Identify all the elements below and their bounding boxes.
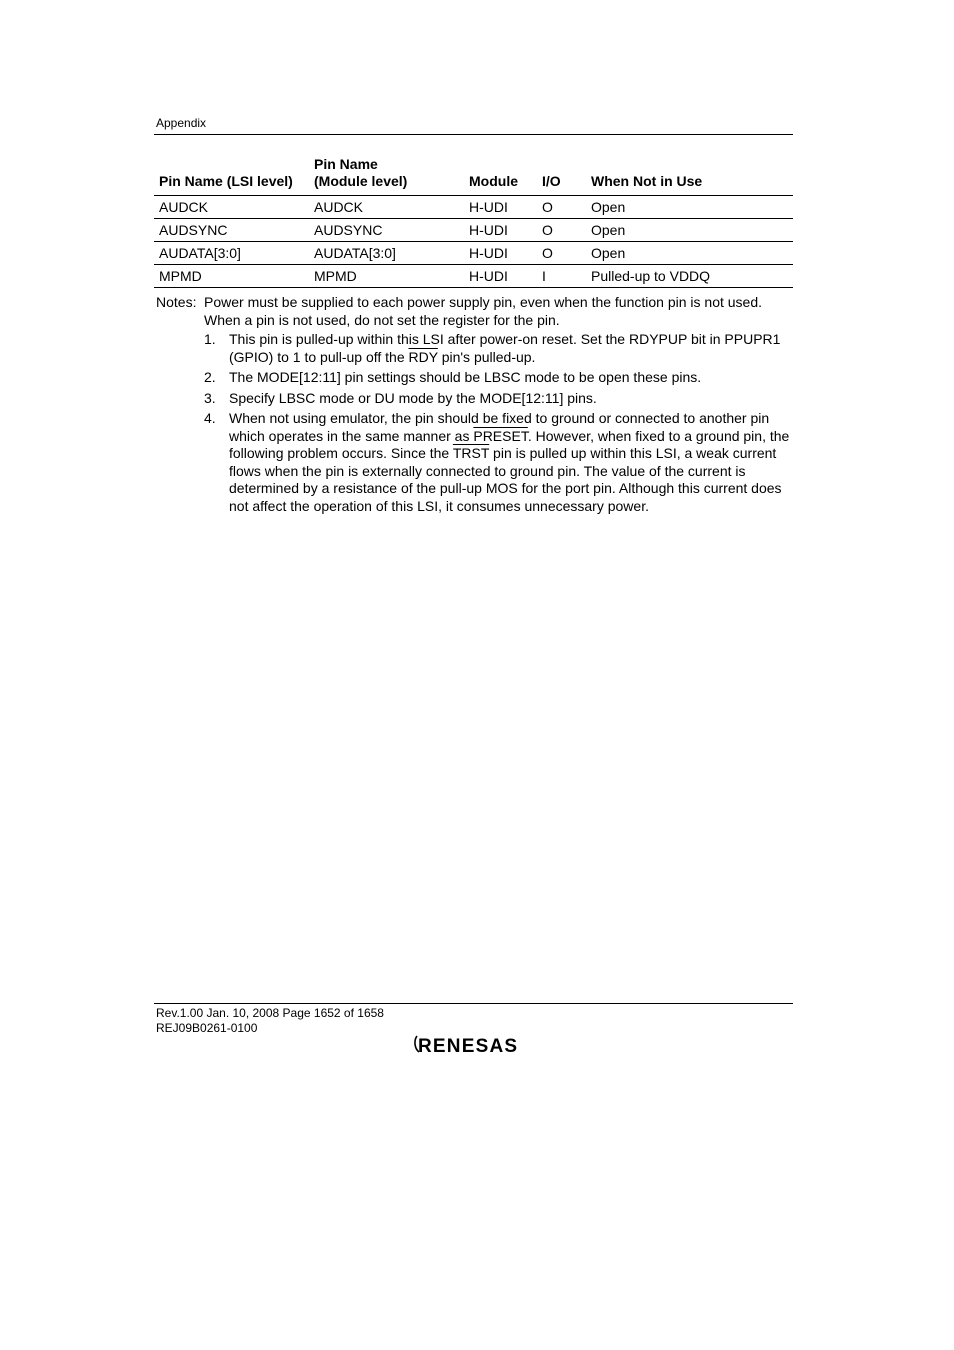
notes-intro-text [204,294,796,329]
signal-name-preset: PRESET [473,427,528,444]
cell-module: H-UDI [464,265,537,288]
signal-name-rdy: $\overline{RDY}$ [408,348,438,365]
note-text-part: . However, when fixed to a ground pin, the following problem occurs. Since the [229,427,790,461]
section-label: Appendix [156,116,207,130]
note-item [204,390,796,408]
cell-module: H-UDI [464,242,537,265]
note-text-part: When not using emulator, the pin should be fixed to ground or connected to another pin which operates in the same manner as [229,410,770,444]
note-list [204,331,796,515]
col-pin-name-module [309,156,464,196]
note-number: 4. [204,410,216,426]
note-item [204,369,796,387]
note-item [204,331,796,366]
notes-section [156,294,796,518]
col-io: I/O [537,156,586,196]
cell-io: O [537,242,586,265]
note-text [229,331,796,366]
cell-not-in-use: Open [586,196,793,219]
header-rule [154,134,793,135]
note-text: Specify LBSC mode or DU mode by the MODE[12:11] pins. [229,389,597,406]
cell-not-in-use: Pulled-up to VDDQ [586,265,793,288]
cell-pin-lsi: AUDCK [154,196,309,219]
notes-intro-line-2: When a pin is not used, do not set the register for the pin. [204,311,560,328]
table-row [154,196,793,219]
cell-pin-module: AUDCK [309,196,464,219]
notes-intro [156,294,796,329]
cell-pin-module: MPMD [309,265,464,288]
col-when-not-in-use: When Not in Use [586,156,793,196]
note-number: 2. [204,369,216,385]
renesas-logo [413,1033,535,1055]
col-pin-name-module-line1: Pin Name [314,156,378,172]
col-module: Module [464,156,537,196]
notes-intro-line-1: Power must be supplied to each power supply pin, even when the function pin is not used. [204,294,763,310]
note-text-part: pin is pulled up within this LSI, a weak current flows when the pin is externally connected to ground pin. The value of the current is determined by a resistance of the pull-up MOS for the port pin. Although this current does not affect the operation of this LSI, it consumes unnecessary power. [229,445,782,514]
col-pin-name-module-line2: (Module level) [314,173,408,189]
footer-document-number: REJ09B0261-0100 [156,1021,258,1035]
cell-module: H-UDI [464,219,537,242]
cell-pin-module: AUDATA[3:0] [309,242,464,265]
cell-io: O [537,196,586,219]
cell-io: I [537,265,586,288]
cell-not-in-use: Open [586,219,793,242]
col-pin-name-lsi: Pin Name (LSI level) [154,156,309,196]
cell-pin-lsi: AUDSYNC [154,219,309,242]
signal-name-trst: TRST [452,445,490,461]
note-text-part: pin's pulled-up. [437,348,536,365]
note-number: 3. [204,389,216,406]
note-text: The MODE[12:11] pin settings should be LBSC mode to be open these pins. [229,369,702,385]
cell-io: O [537,219,586,242]
cell-pin-lsi: AUDATA[3:0] [154,242,309,265]
table-row [154,265,793,288]
table-row [154,242,793,265]
note-number: 1. [204,331,216,347]
logo-wordmark: RENESAS [418,1036,519,1055]
cell-not-in-use: Open [586,242,793,265]
pin-table [154,156,793,288]
note-text-part: This pin is pulled-up within this LSI after power-on reset. Set the RDYPUP bit in PPUPR1 (GPIO) to 1 to pull-up off the [229,331,781,365]
cell-pin-module: AUDSYNC [309,219,464,242]
cell-module: H-UDI [464,196,537,219]
footer-rule [154,1003,793,1004]
table-header-row [154,156,793,196]
notes-label: Notes: [156,294,197,310]
footer-revision: Rev.1.00 Jan. 10, 2008 Page 1652 of 1658 [156,1006,384,1020]
note-text [229,410,796,515]
note-item [204,410,796,515]
cell-pin-lsi: MPMD [154,265,309,288]
table-row [154,219,793,242]
